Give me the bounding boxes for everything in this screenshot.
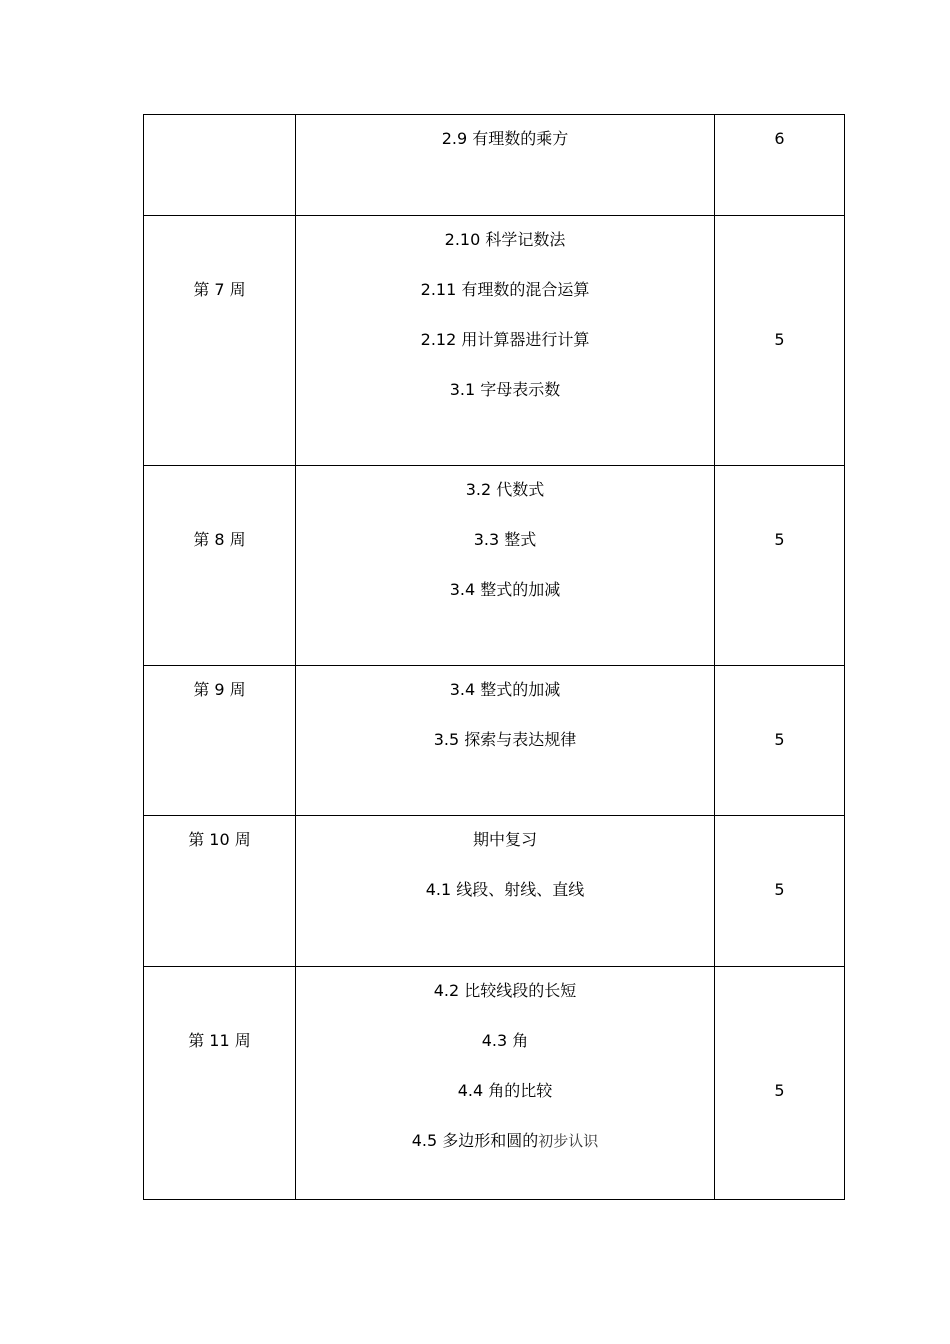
hours-cell: [715, 466, 845, 666]
topic-item: 4.4 角的比较: [457, 1081, 553, 1100]
topic-item: 3.4 整式的加减: [449, 580, 561, 599]
topic-cell: [296, 967, 715, 1200]
week-label: 第 9 周: [193, 680, 246, 699]
hours-value: 5: [774, 880, 785, 899]
topic-item: 4.3 角: [481, 1031, 529, 1050]
topic-item: 3.2 代数式: [465, 480, 545, 499]
hours-cell: [715, 967, 845, 1200]
table-row: [144, 216, 845, 466]
week-cell: [144, 816, 296, 967]
topic-item: 期中复习: [472, 830, 537, 849]
topic-cell: [296, 466, 715, 666]
topic-item: 2.10 科学记数法: [444, 230, 566, 249]
topic-item: 3.3 整式: [473, 530, 537, 549]
week-label: 第 10 周: [188, 830, 251, 849]
hours-cell: [715, 115, 845, 216]
topic-cell: [296, 216, 715, 466]
topic-item: 4.1 线段、射线、直线: [425, 880, 585, 899]
hours-value: 6: [774, 129, 785, 148]
week-label: [144, 127, 295, 177]
hours-cell: [715, 816, 845, 967]
week-cell: [144, 216, 296, 466]
topic-item: 2.12 用计算器进行计算: [420, 330, 590, 349]
hours-value: 5: [774, 730, 785, 749]
table-row: [144, 115, 845, 216]
week-label: 第 8 周: [193, 530, 246, 549]
topic-item: 3.4 整式的加减: [449, 680, 561, 699]
topic-item: [296, 1129, 714, 1179]
topic-cell: [296, 816, 715, 967]
table-row: [144, 666, 845, 816]
week-cell: [144, 967, 296, 1200]
schedule-table: [143, 114, 845, 1200]
week-cell: [144, 466, 296, 666]
hours-value: 5: [774, 330, 785, 349]
topic-item: 3.5 探索与表达规律: [433, 730, 577, 749]
topic-item: 3.1 字母表示数: [449, 380, 561, 399]
topic-item: 2.11 有理数的混合运算: [420, 280, 590, 299]
topic-item: 2.9 有理数的乘方: [441, 129, 569, 148]
topic-item-tail: 初步认识: [538, 1132, 599, 1150]
topic-item-main: 4.5 多边形和圆的: [411, 1131, 539, 1150]
topic-cell: [296, 115, 715, 216]
hours-value: 5: [774, 530, 785, 549]
hours-cell: [715, 666, 845, 816]
week-label: 第 11 周: [188, 1031, 251, 1050]
week-cell: [144, 115, 296, 216]
table-row: [144, 967, 845, 1200]
table-row: [144, 466, 845, 666]
table-row: [144, 816, 845, 967]
topic-item: 4.2 比较线段的长短: [433, 981, 577, 1000]
hours-cell: [715, 216, 845, 466]
week-label: 第 7 周: [193, 280, 246, 299]
week-cell: [144, 666, 296, 816]
hours-value: 5: [774, 1081, 785, 1100]
topic-cell: [296, 666, 715, 816]
